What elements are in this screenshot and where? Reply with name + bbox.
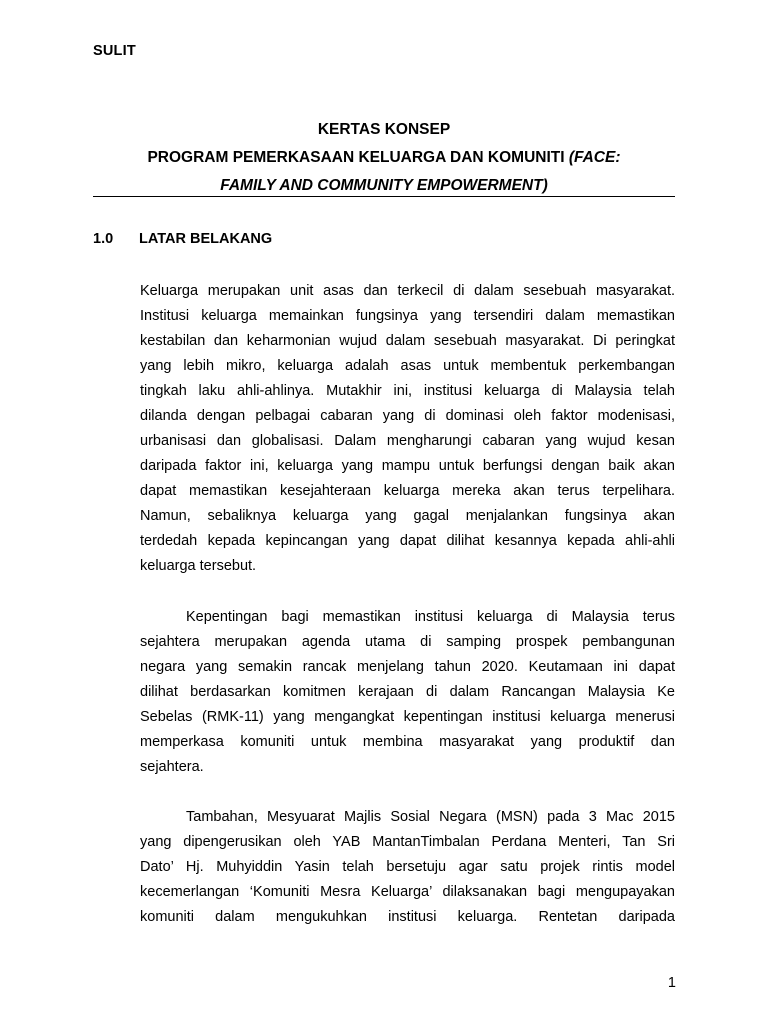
paragraph-line: Keluarga merupakan unit asas dan terkecil di dalam sesebuah masyarakat. — [140, 283, 675, 299]
paragraph-line: daripada faktor ini, keluarga yang mampu untuk berfungsi dengan baik akan — [140, 458, 675, 474]
title-line-2 — [93, 144, 675, 172]
title-english-name: FAMILY AND COMMUNITY EMPOWERMENT) — [220, 177, 548, 194]
paragraph-line: sejahtera merupakan agenda utama di samping prospek pembangunan — [140, 634, 675, 650]
paragraph-line: yang dipengerusikan oleh YAB MantanTimbalan Perdana Menteri, Tan Sri — [140, 834, 675, 850]
paragraph-line: Sebelas (RMK-11) yang mengangkat kepentingan institusi keluarga menerusi — [140, 709, 675, 725]
title-acronym-open: (FACE: — [568, 149, 621, 166]
paragraph-line: Dato’ Hj. Muhyiddin Yasin telah bersetuju agar satu projek rintis model — [140, 859, 675, 875]
classification-label: SULIT — [93, 43, 136, 59]
paragraph-line: dilanda dengan pelbagai cabaran yang di dominasi oleh faktor modenisasi, — [140, 408, 675, 424]
paragraph-line: memperkasa komuniti untuk membina masyarakat yang produktif dan — [140, 734, 675, 750]
paragraph-line: kecemerlangan ‘Komuniti Mesra Keluarga’ dilaksanakan bagi mengupayakan — [140, 884, 675, 900]
title-program-name: PROGRAM PEMERKASAAN KELUARGA DAN KOMUNITI — [147, 149, 569, 166]
paragraph-line: negara yang semakin rancak menjelang tahun 2020. Keutamaan ini dapat — [140, 659, 675, 675]
section-title: LATAR BELAKANG — [139, 231, 273, 247]
paragraph-line: yang lebih mikro, keluarga adalah asas untuk membentuk perkembangan — [140, 358, 675, 374]
paragraph-line: komuniti dalam mengukuhkan institusi keluarga. Rentetan daripada — [140, 909, 675, 925]
paragraph-line: kestabilan dan keharmonian wujud dalam sesebuah masyarakat. Di peringkat — [140, 333, 675, 349]
title-line-1: KERTAS KONSEP — [317, 121, 451, 138]
paragraph-2 — [140, 605, 675, 780]
paragraph-1 — [140, 279, 675, 579]
paragraph-3 — [140, 805, 675, 930]
paragraph-line: terdedah kepada kepincangan yang dapat dilihat kesannya kepada ahli-ahli — [140, 533, 675, 549]
paragraph-line: Namun, sebaliknya keluarga yang gagal menjalankan fungsinya akan — [140, 508, 675, 524]
paragraph-line: sejahtera. — [140, 759, 204, 775]
page-number: 1 — [667, 975, 676, 991]
paragraph-line: Institusi keluarga memainkan fungsinya yang tersendiri dalam memastikan — [140, 308, 675, 324]
paragraph-line: Kepentingan bagi memastikan institusi keluarga di Malaysia terus — [186, 609, 675, 625]
section-heading — [93, 231, 272, 247]
document-title — [93, 116, 675, 200]
paragraph-line: urbanisasi dan globalisasi. Dalam mengharungi cabaran yang wujud kesan — [140, 433, 675, 449]
title-underline — [93, 196, 675, 197]
paragraph-line: dilihat berdasarkan komitmen kerajaan di dalam Rancangan Malaysia Ke — [140, 684, 675, 700]
paragraph-line: tingkah laku ahli-ahlinya. Mutakhir ini, institusi keluarga di Malaysia telah — [140, 383, 675, 399]
paragraph-line: Tambahan, Mesyuarat Majlis Sosial Negara (MSN) pada 3 Mac 2015 — [186, 809, 675, 825]
paragraph-line: keluarga tersebut. — [140, 558, 257, 574]
paragraph-line: dapat memastikan kesejahteraan keluarga mereka akan terus terpelihara. — [140, 483, 675, 499]
section-number: 1.0 — [93, 231, 114, 247]
